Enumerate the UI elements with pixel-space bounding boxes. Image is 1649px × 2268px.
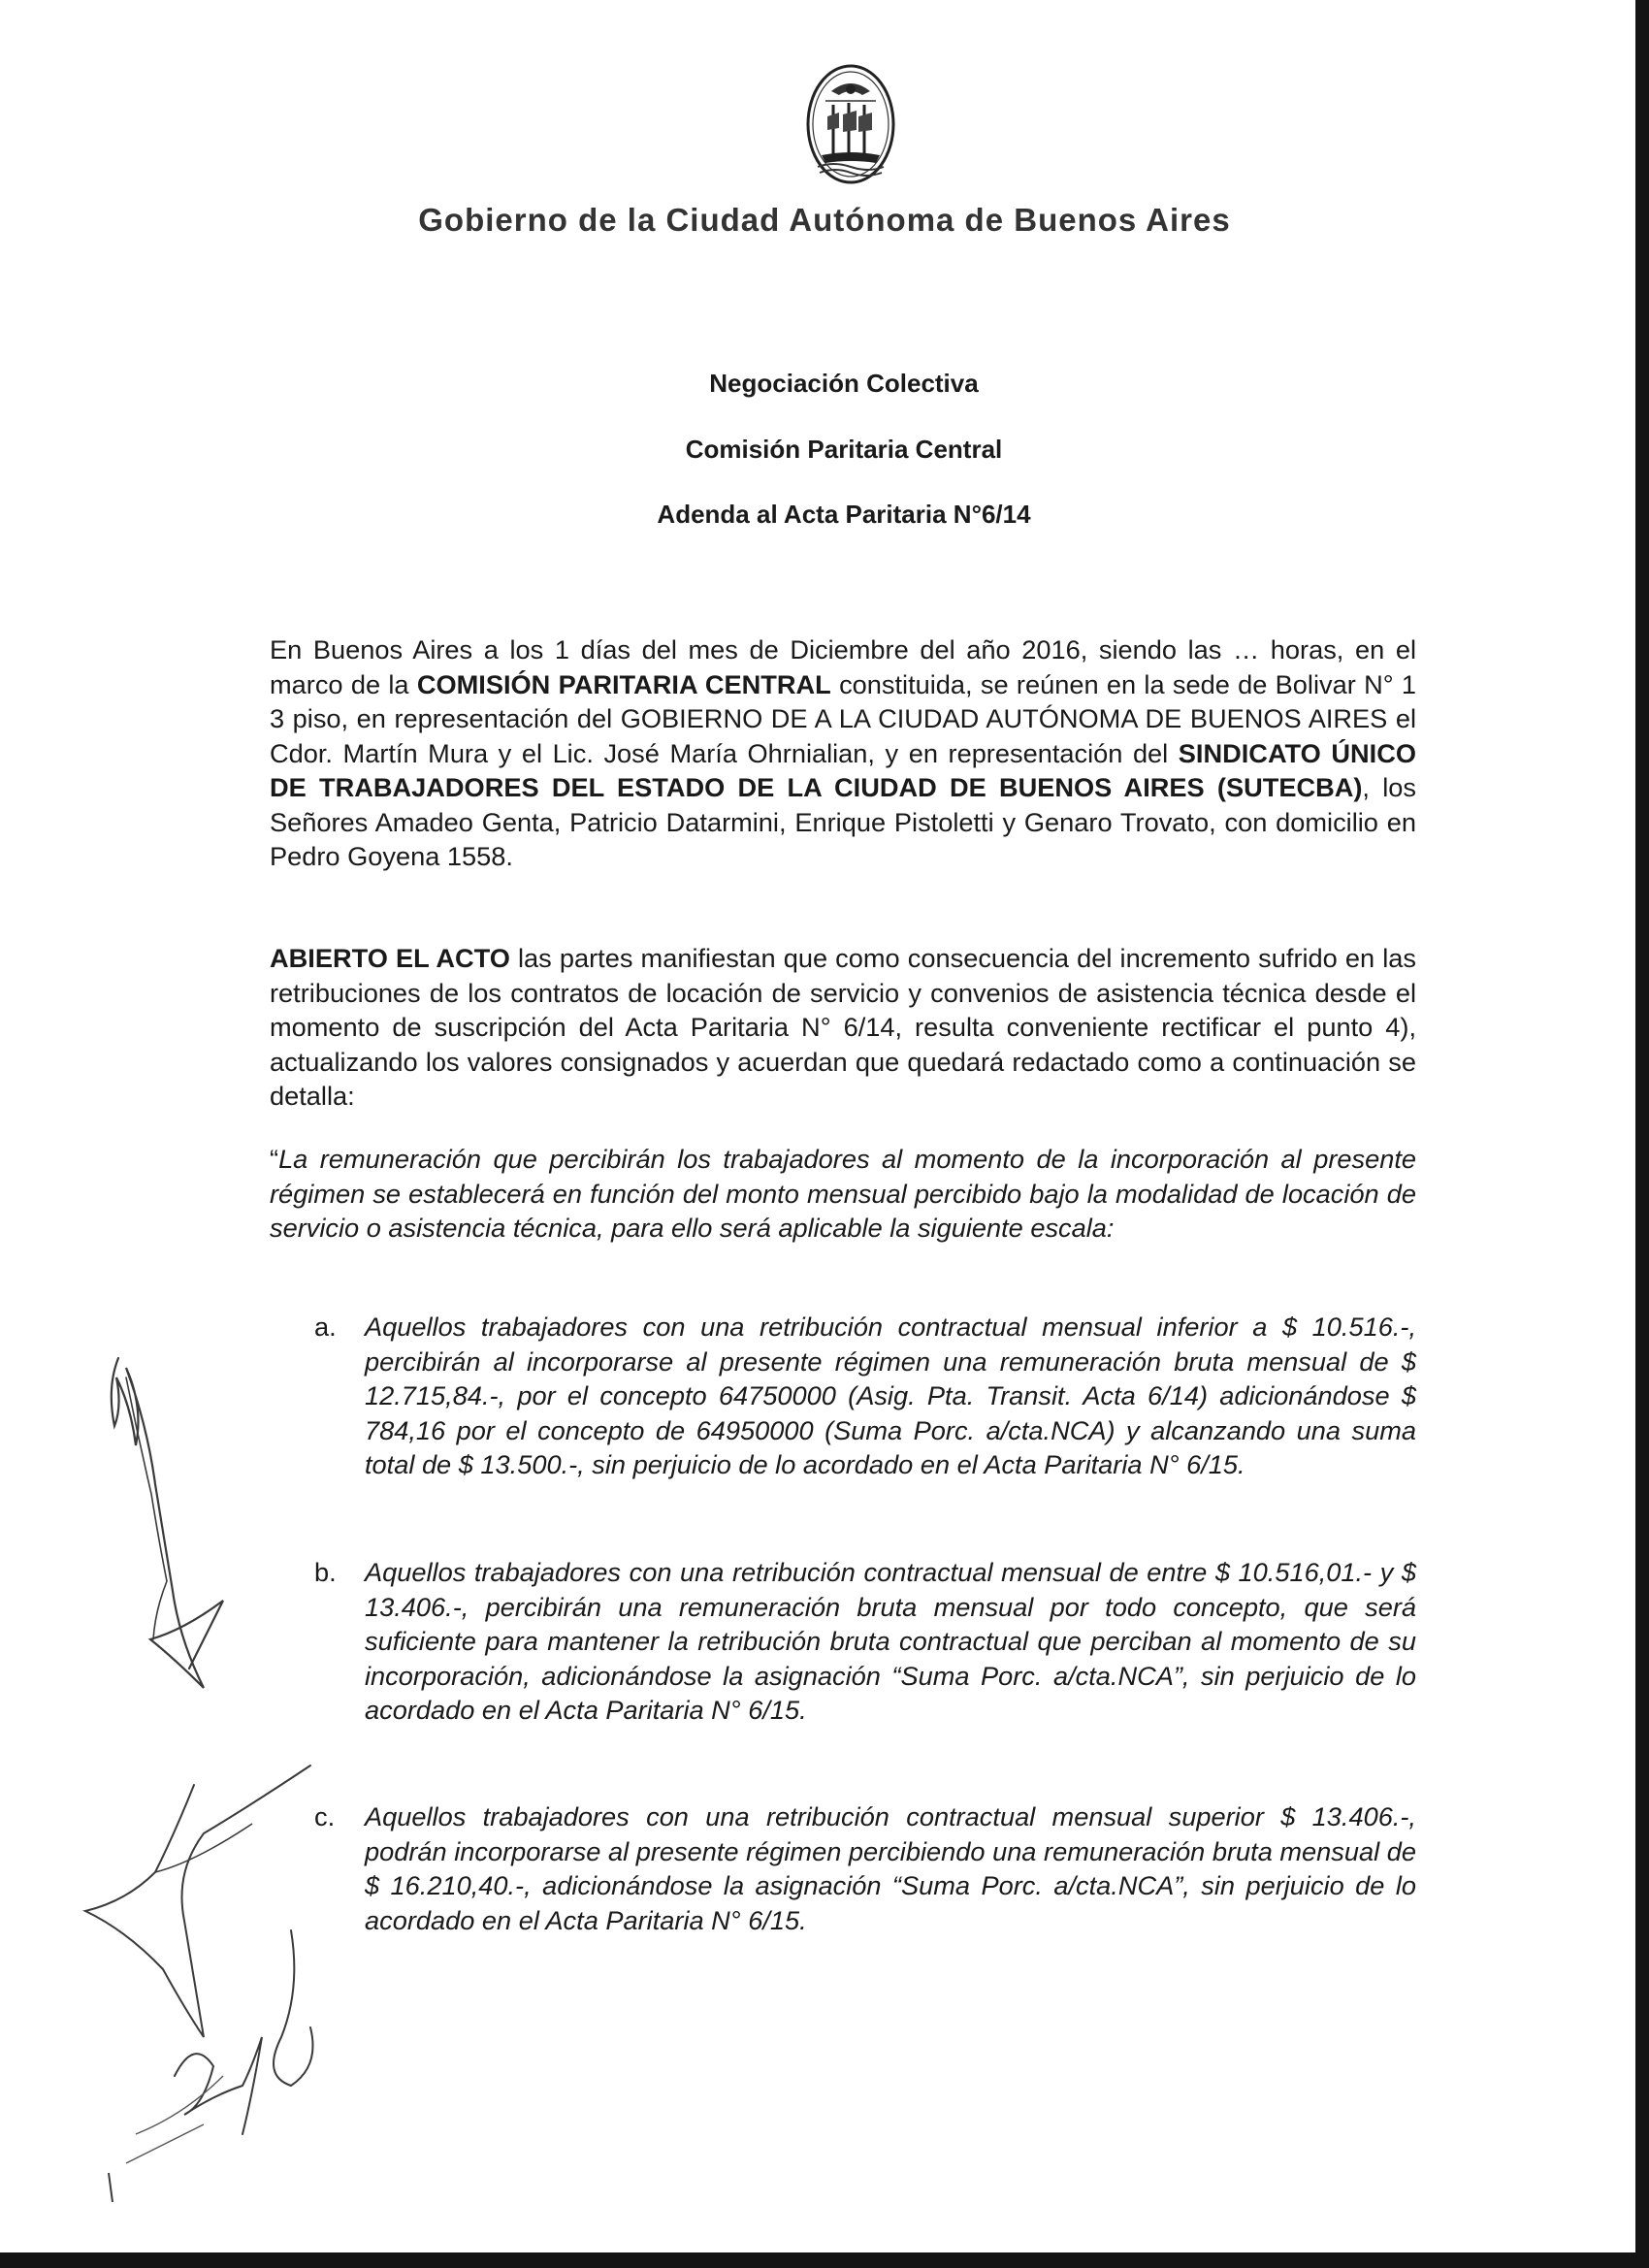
heading-commission: Comisión Paritaria Central — [685, 435, 1003, 464]
opening-text-3: , los Señores Amadeo Genta, Patricio Datarmini, Enrique Pistoletti y Genaro Trovato, con domicilio en Pedro Goyena 1558. — [270, 772, 1416, 871]
list-item-marker: c. — [314, 1801, 336, 1831]
list-item-text: Aquellos trabajadores con una retribución contractual mensual de entre $ 10.516,01.- y $ 13.406.-, percibirán una remuneración bruta mensual por todo concepto, que será suficiente para mantener la retribución bruta contractual que perciban al momento de su incorporación, adicionándose la asignación “Suma Porc. a/cta.NCA”, sin perjuicio de lo acordado en el Acta Paritaria N° 6/15. — [365, 1557, 1416, 1725]
act-opened-paragraph — [270, 941, 1416, 1114]
handwritten-signature-upper — [58, 1348, 252, 1717]
union-name-bold: SINDICATO ÚNICO DE TRABAJADORES DEL ESTADO DE LA CIUDAD DE BUENOS AIRES (SUTECBA) — [270, 737, 1416, 802]
list-item-text: Aquellos trabajadores con una retribución contractual mensual inferior a $ 10.516.-, percibirán al incorporarse al presente régimen una remuneración bruta mensual de $ 12.715,84.-, por el concepto 64750000 (Asig. Pta. Transit. Acta 6/14) adicionándose $ 784,16 por el concepto de 64950000 (Suma Porc. a/cta.NCA) y alcanzando una suma total de $ 13.500.-, sin perjuicio de lo acordado en el Acta Paritaria N° 6/15. — [365, 1312, 1416, 1479]
list-item — [314, 1555, 1416, 1728]
list-item-marker: a. — [314, 1312, 337, 1342]
commission-name-bold: COMISIÓN PARITARIA CENTRAL — [416, 668, 831, 699]
remuneration-text: La remuneración que percibirán los trabajadores al momento de la incorporación al presente régimen se establecerá en función del monto mensual percibido bajo la modalidad de locación de servicio o asistencia técnica, para ello será aplicable la siguiente escala: — [270, 1144, 1416, 1243]
government-name: Gobierno de la Ciudad Autónoma de Buenos Aires — [418, 202, 1231, 238]
scan-border-bottom — [0, 2252, 1649, 2268]
opening-paragraph — [270, 632, 1416, 874]
act-opened-bold: ABIERTO EL ACTO — [270, 943, 510, 973]
list-item — [314, 1799, 1416, 1937]
act-opened-text: las partes manifiestan que como consecuencia del incremento sufrido en las retribuciones de los contratos de locación de servicio y convenios de asistencia técnica desde el momento de suscripción del Acta Paritaria N° 6/14, resulta conveniente rectificar el punto 4), actualizando los valores consignados y acuerdan que quedará redactado como a continuación se detalla: — [270, 943, 1417, 1111]
opening-text-2: constituida, se reúnen en la sede de Bolivar N° 1 3 piso, en representación del GOBIERNO DE A LA CIUDAD AUTÓNOMA DE BUENOS AIRES el Cdor. Martín Mura y el Lic. José María Ohrnialian, y en representación del — [270, 668, 1416, 768]
heading-negotiation: Negociación Colectiva — [709, 369, 979, 398]
scan-border-right — [1635, 0, 1649, 2268]
list-item-text: Aquellos trabajadores con una retribución contractual mensual superior $ 13.406.-, podrán incorporarse al presente régimen percibiendo una remuneración bruta mensual de $ 16.210,40.-, adicionándose la asignación “Suma Porc. a/cta.NCA”, sin perjuicio de lo acordado en el Acta Paritaria N° 6/15. — [365, 1801, 1416, 1935]
remuneration-paragraph — [270, 1142, 1416, 1246]
opening-text-1: En Buenos Aires a los 1 días del mes de Diciembre del año 2016, siendo las … horas, en el marco de la — [270, 634, 1416, 699]
open-quote: “ — [270, 1144, 279, 1174]
handwritten-signature-lower — [58, 1746, 349, 2202]
list-item — [314, 1310, 1416, 1482]
list-item-marker: b. — [314, 1557, 337, 1587]
city-coat-of-arms-seal — [804, 62, 897, 196]
heading-addendum: Adenda al Acta Paritaria N°6/14 — [657, 500, 1031, 529]
